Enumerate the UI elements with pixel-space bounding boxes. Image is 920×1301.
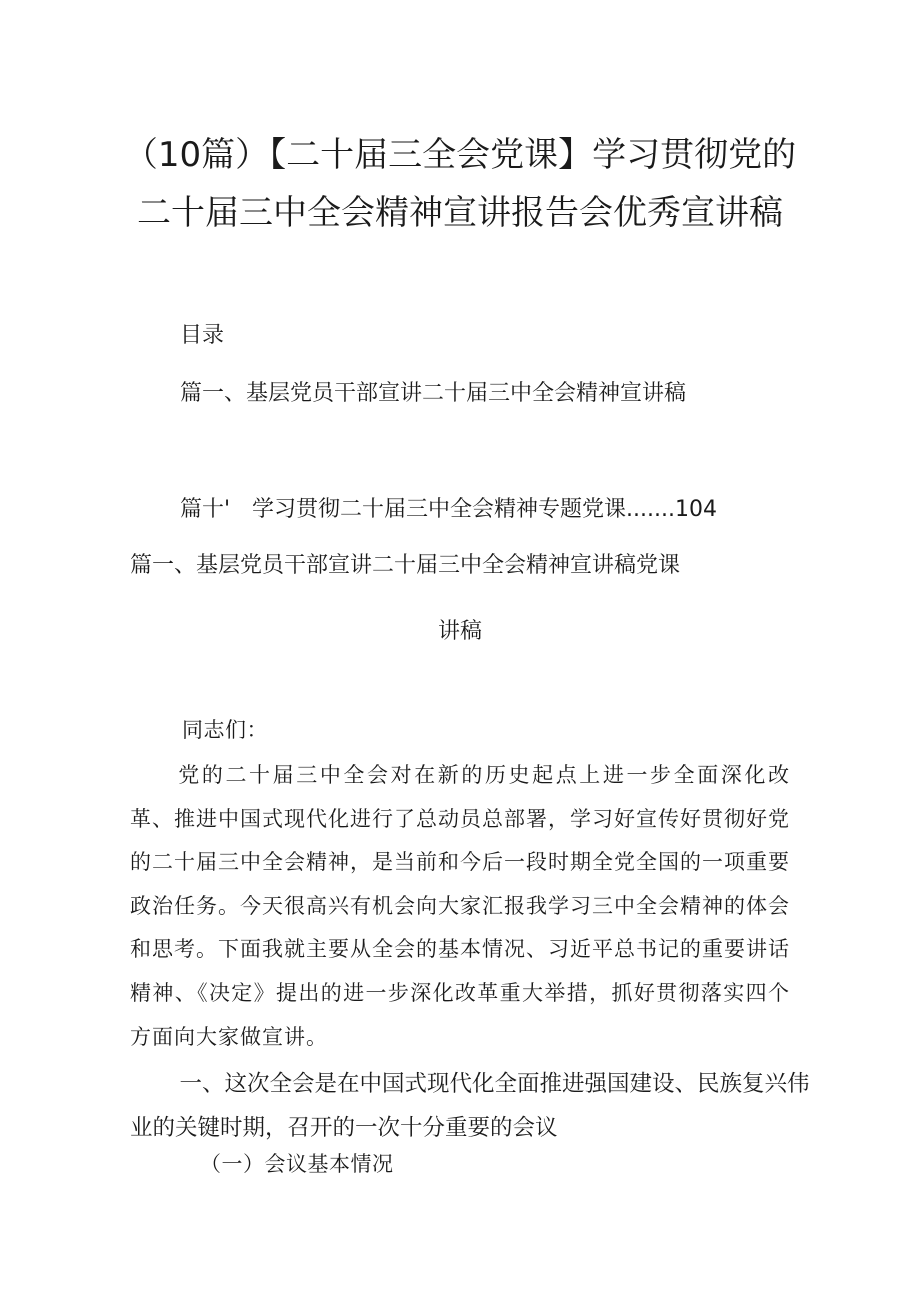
subheading-one: （一）会议基本情况	[200, 1152, 394, 1176]
section-heading-line-1: 篇一、基层党员干部宣讲二十届三中全会精神宣讲稿党课	[130, 553, 681, 578]
body-paragraph: 党的二十届三中全会对在新的历史起点上进一步全面深化改革、推进中国式现代化进行了总动员总部署，学习好宣传好贯彻好党的二十届三中全会精神，是当前和今后一段时期全党全国的一项重要政治任务。今天很高兴有机会向大家汇报我学习三中全会精神的体会和思考。下面我就主要从全会的基本情况、习近平总书记的重要讲话精神、《决定》提出的进一步深化改革重大举措，抓好贯彻落实四个方面向大家做宣讲。	[130, 763, 790, 1049]
toc-item-10: 篇十' 学习贯彻二十届三中全会精神专题党课.......104	[180, 497, 717, 522]
document-title: （10篇）【二十届三全会党课】学习贯彻党的二十届三中全会精神宣讲报告会优秀宣讲稿	[123, 135, 797, 233]
heading-one: 一、这次全会是在中国式现代化全面推进强国建设、民族复兴伟业的关键时期，召开的一次十分重要的会议	[130, 1071, 810, 1141]
greeting: 同志们：	[182, 718, 268, 742]
toc-label: 目录	[180, 323, 225, 348]
toc-item-1: 篇一、基层党员干部宣讲二十届三中全会精神宣讲稿	[180, 381, 687, 406]
section-heading-line-2: 讲稿	[437, 619, 482, 644]
